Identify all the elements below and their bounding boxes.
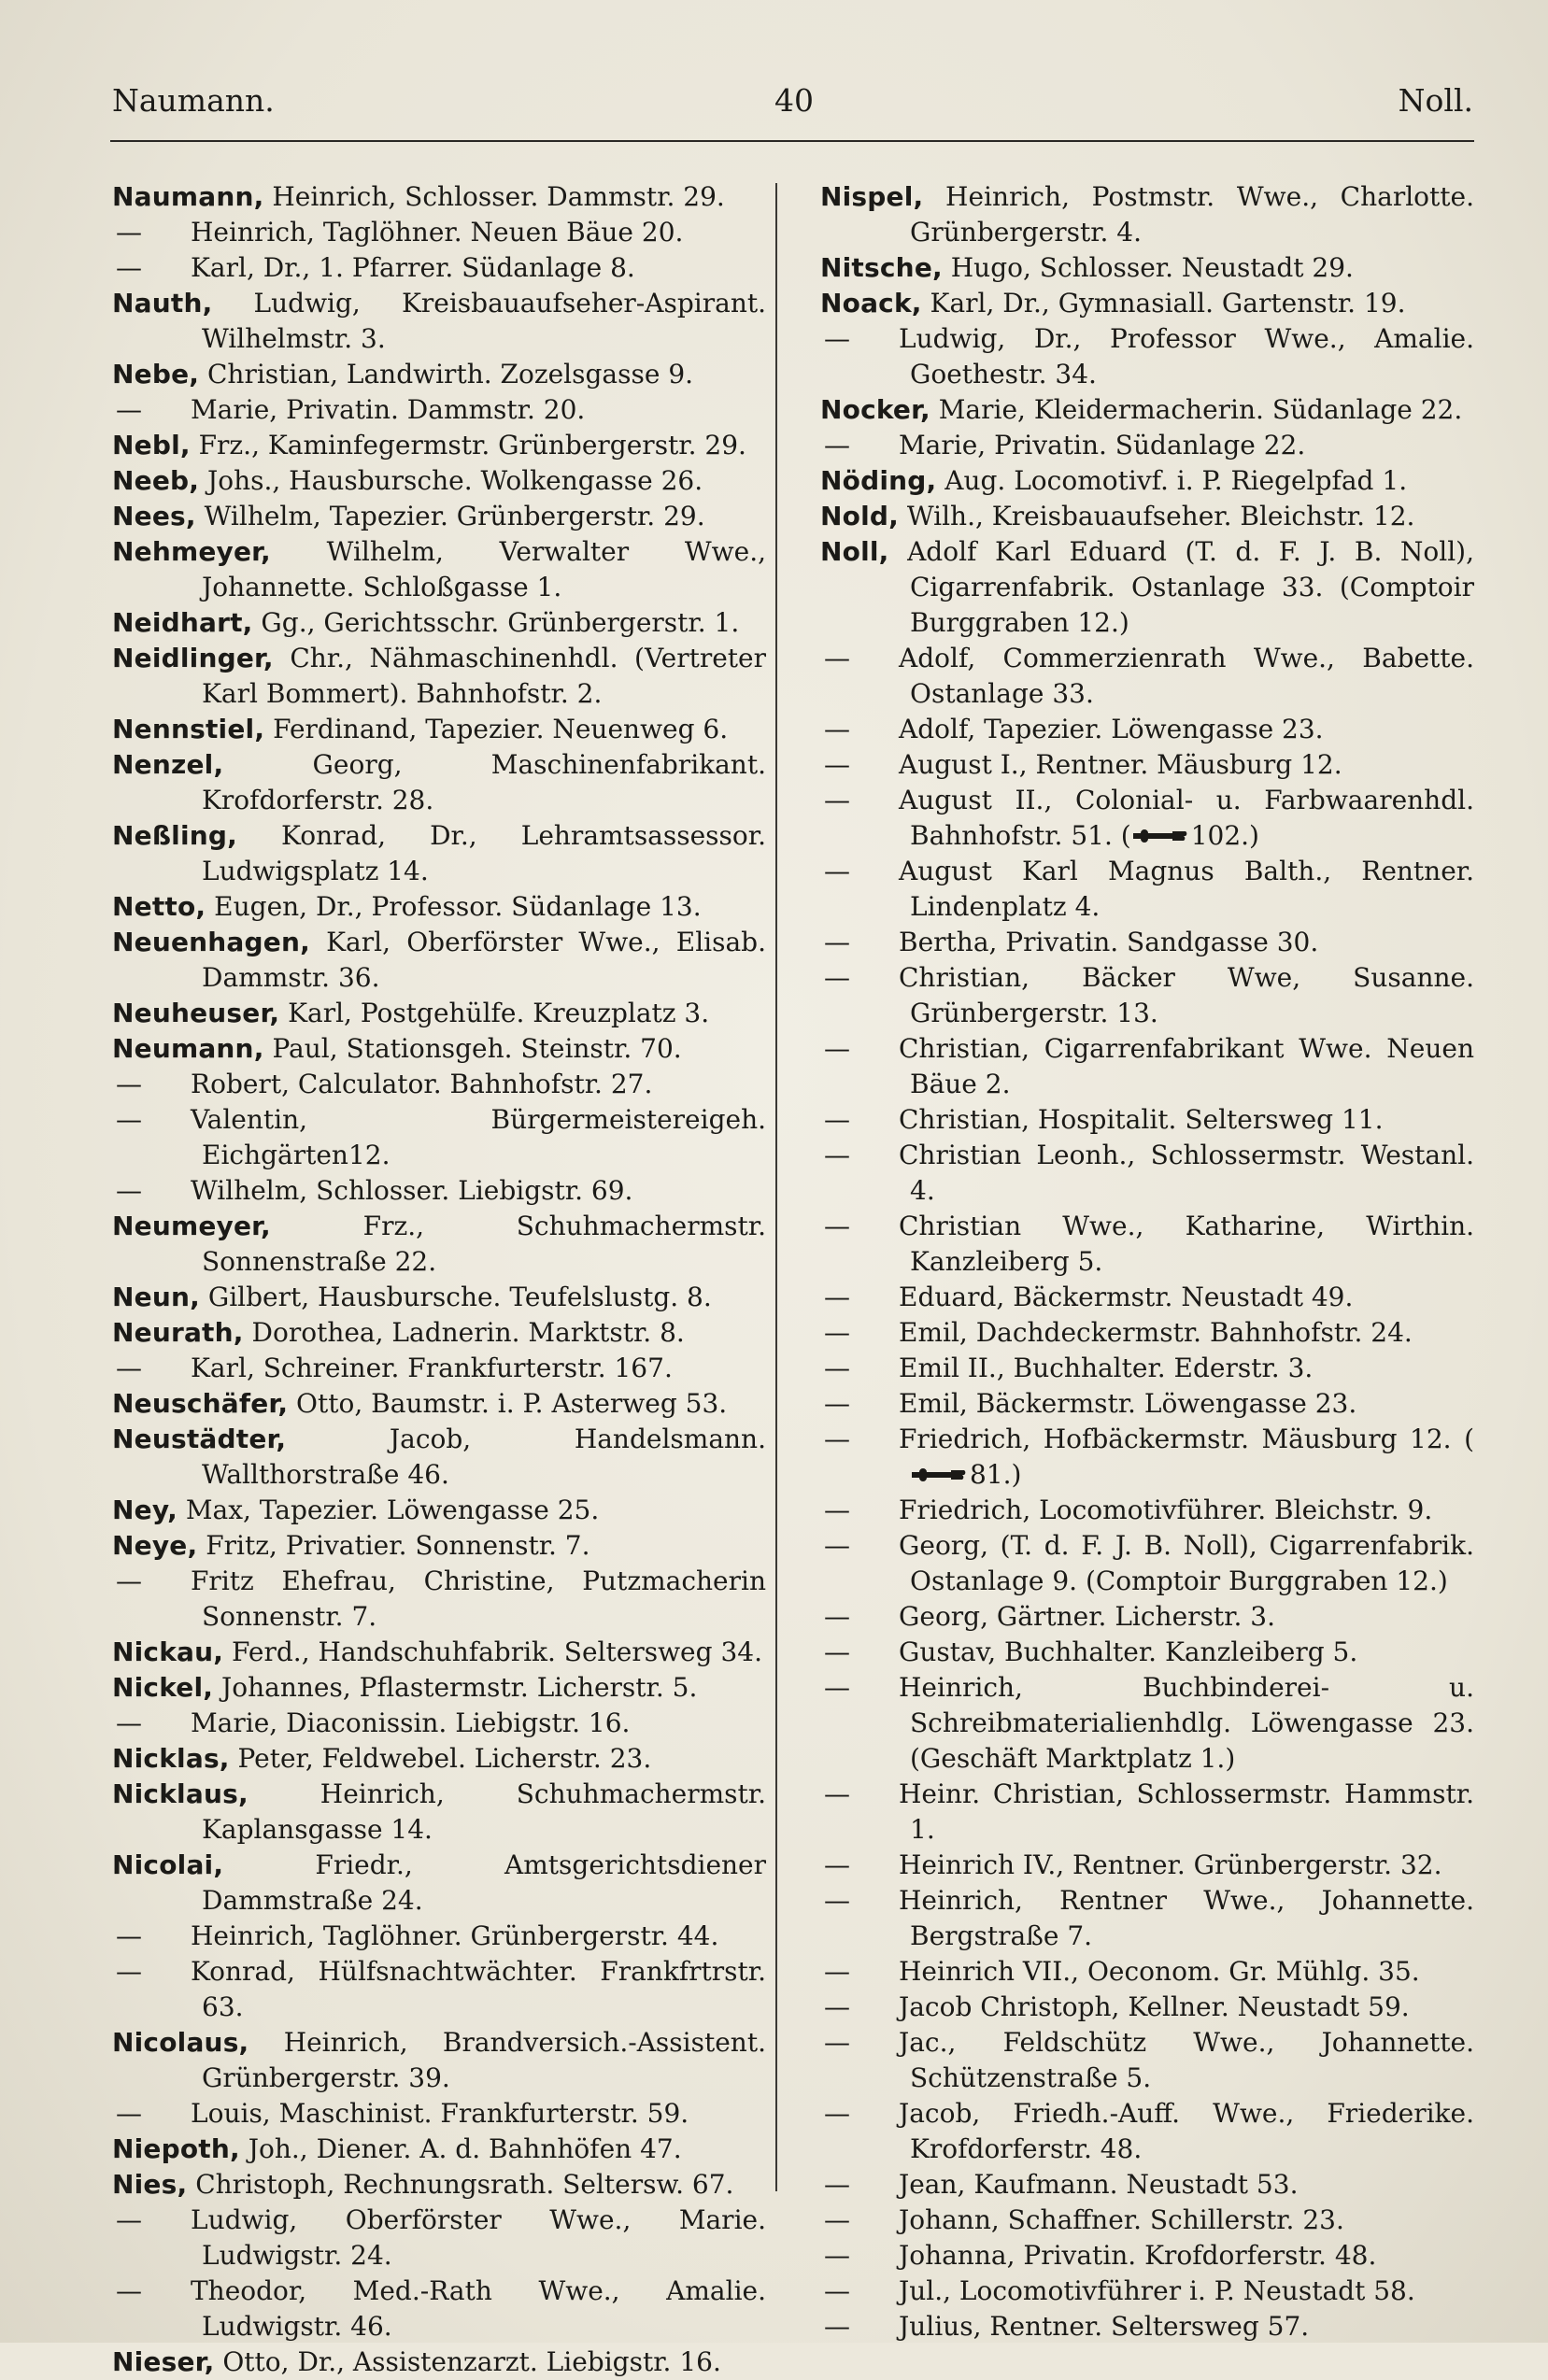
entry-details: August Karl Magnus Balth., Rentner. Lindenplatz 4. (899, 856, 1474, 922)
directory-entry (112, 605, 766, 641)
directory-entry (112, 1564, 766, 1635)
directory-entry (112, 499, 766, 534)
directory-entry (820, 2025, 1474, 2096)
entry-details: Paul, Stationsgeh. Steinstr. 70. (263, 1033, 682, 1064)
repeat-dash: — (116, 1353, 142, 1383)
entry-surname: Neustädter, (112, 1424, 287, 1454)
repeat-dash: — (824, 927, 850, 957)
directory-entry (820, 712, 1474, 747)
entry-details: Heinrich, Schuhmachermstr. Kaplansgasse 14. (202, 1778, 766, 1845)
directory-entry (820, 179, 1474, 250)
entry-details: Wilhelm, Schlosser. Liebigstr. 69. (191, 1175, 633, 1206)
directory-entry: — August II., Colonial- u. Farbwaarenhdl. Bahnhofstr. 51. ( 102.) (820, 783, 1474, 854)
repeat-dash: — (824, 323, 850, 354)
telephone-hand-icon (1131, 826, 1191, 846)
entry-surname: Nicklaus, (112, 1778, 249, 1809)
entry-details: Georg, (T. d. F. J. B. Noll), Cigarrenfabrik. Ostanlage 9. (Comptoir Burggraben 12.) (899, 1530, 1474, 1596)
entry-details: Johann, Schaffner. Schillerstr. 23. (899, 2204, 1344, 2235)
repeat-dash: — (116, 1956, 142, 1987)
entry-details: Emil, Bäckermstr. Löwengasse 23. (899, 1388, 1357, 1419)
directory-entry (820, 747, 1474, 783)
repeat-dash: — (116, 1175, 142, 1206)
entry-surname: Neuschäfer, (112, 1388, 289, 1419)
entry-surname: Neeb, (112, 465, 200, 496)
repeat-dash: — (824, 856, 850, 886)
repeat-dash: — (824, 2204, 850, 2235)
entry-details: Gilbert, Hausbursche. Teufelslustg. 8. (199, 1282, 712, 1312)
entry-details: Marie, Privatin. Dammstr. 20. (191, 394, 586, 425)
entry-details: Fritz, Privatier. Sonnenstr. 7. (197, 1530, 590, 1561)
entry-surname: Nold, (820, 501, 899, 531)
directory-entry (820, 1528, 1474, 1599)
entry-details: Adolf, Tapezier. Löwengasse 23. (899, 714, 1324, 744)
repeat-dash: — (824, 1388, 850, 1419)
directory-entry: — Friedrich, Hofbäckermstr. Mäusburg 12. (81.) (820, 1422, 1474, 1493)
entry-details: Jul., Locomotivführer i. P. Neustadt 58. (899, 2275, 1415, 2306)
entry-surname: Neun, (112, 1282, 200, 1312)
entry-details: Emil II., Buchhalter. Ederstr. 3. (899, 1353, 1314, 1383)
directory-entry (112, 1351, 766, 1386)
repeat-dash: — (824, 2027, 850, 2058)
directory-entry (112, 2345, 766, 2380)
directory-entry (820, 1209, 1474, 1280)
entry-details: Bertha, Privatin. Sandgasse 30. (899, 927, 1319, 957)
directory-entry (112, 1954, 766, 2025)
directory-entry (112, 1173, 766, 1209)
entry-details: Wilhelm, Tapezier. Grünbergerstr. 29. (195, 501, 705, 531)
entry-surname: Nieser, (112, 2346, 215, 2377)
repeat-dash: — (824, 2098, 850, 2129)
directory-entry (112, 357, 766, 392)
entry-details: Heinrich IV., Rentner. Grünbergerstr. 32. (899, 1849, 1442, 1880)
repeat-dash: — (824, 1885, 850, 1916)
entry-details: Georg, Gärtner. Licherstr. 3. (899, 1601, 1275, 1632)
entry-details: Valentin, Bürgermeistereigeh. Eichgärten12. (191, 1104, 766, 1170)
entry-details: Robert, Calculator. Bahnhofstr. 27. (191, 1069, 653, 1099)
entry-details: Marie, Kleidermacherin. Südanlage 22. (930, 394, 1463, 425)
directory-entry (112, 286, 766, 357)
entry-surname: Nees, (112, 501, 196, 531)
right-column (820, 179, 1474, 2345)
entry-surname: Neye, (112, 1530, 198, 1561)
directory-entry (112, 1635, 766, 1670)
directory-entry (820, 641, 1474, 712)
directory-entry (112, 1706, 766, 1741)
directory-entry (820, 286, 1474, 321)
entry-details: Karl, Schreiner. Frankfurterstr. 167. (191, 1353, 673, 1383)
repeat-dash: — (824, 714, 850, 744)
entry-surname: Nies, (112, 2169, 188, 2200)
directory-entry (820, 1138, 1474, 1209)
page-number: 40 (774, 82, 814, 119)
directory-entry (820, 1954, 1474, 1990)
directory-entry (112, 2132, 766, 2167)
entry-details: Jac., Feldschütz Wwe., Johannette. Schützenstraße 5. (899, 2027, 1474, 2093)
entry-details: Christian, Hospitalit. Seltersweg 11. (899, 1104, 1384, 1135)
repeat-dash: — (824, 2240, 850, 2271)
directory-entry (112, 1422, 766, 1493)
entry-surname: Nickel, (112, 1672, 214, 1703)
directory-entry (112, 250, 766, 286)
repeat-dash: — (116, 1707, 142, 1738)
directory-entry (112, 2274, 766, 2345)
directory-entry (112, 2096, 766, 2132)
entry-surname: Noack, (820, 288, 922, 319)
entry-details: Johs., Hausbursche. Wolkengasse 26. (199, 465, 703, 496)
repeat-dash: — (824, 1104, 850, 1135)
entry-details: Max, Tapezier. Löwengasse 25. (177, 1495, 600, 1525)
entry-details: Johannes, Pflastermstr. Licherstr. 5. (213, 1672, 698, 1703)
entry-surname: Nauth, (112, 288, 213, 319)
directory-entry (112, 2167, 766, 2203)
directory-entry (820, 1280, 1474, 1315)
repeat-dash: — (824, 1991, 850, 2022)
entry-details: Heinrich VII., Oeconom. Gr. Mühlg. 35. (899, 1956, 1420, 1987)
entry-surname: Nöding, (820, 465, 937, 496)
directory-entry (820, 925, 1474, 960)
repeat-dash: — (824, 785, 850, 815)
directory-entry (112, 534, 766, 605)
directory-entry (820, 1351, 1474, 1386)
repeat-dash: — (116, 1920, 142, 1951)
entry-surname: Neurath, (112, 1317, 244, 1348)
directory-entry (820, 2238, 1474, 2274)
repeat-dash: — (116, 252, 142, 283)
directory-entry (820, 428, 1474, 463)
entry-details: August I., Rentner. Mäusburg 12. (899, 749, 1342, 780)
entry-surname: Nispel, (820, 181, 924, 212)
entry-surname: Nebe, (112, 359, 200, 390)
entry-details: Christian, Bäcker Wwe, Susanne. Grünbergerstr. 13. (899, 962, 1474, 1028)
entry-details: Karl, Postgehülfe. Kreuzplatz 3. (279, 998, 710, 1028)
repeat-dash: — (824, 1849, 850, 1880)
entry-details: Louis, Maschinist. Frankfurterstr. 59. (191, 2098, 689, 2129)
directory-entry (112, 712, 766, 747)
repeat-dash: — (116, 1565, 142, 1596)
entry-details: Christian Leonh., Schlossermstr. Westanl. 4. (899, 1140, 1474, 1206)
entry-details: Fritz Ehefrau, Christine, Putzmacherin Sonnenstr. 7. (191, 1565, 766, 1632)
entry-details: Konrad, Hülfsnachtwächter. Frankfrtrstr. 63. (191, 1956, 766, 2022)
entry-surname: Nicolai, (112, 1849, 224, 1880)
entry-details: Christoph, Rechnungsrath. Seltersw. 67. (187, 2169, 734, 2200)
entry-surname: Nicolaus, (112, 2027, 249, 2058)
repeat-dash: — (824, 1778, 850, 1809)
directory-entry (820, 1883, 1474, 1954)
telephone-hand-icon (910, 1465, 970, 1485)
repeat-dash: — (824, 430, 850, 460)
directory-entry (820, 1102, 1474, 1138)
header-right-guide-word: Noll. (1398, 82, 1473, 119)
directory-entry (820, 1670, 1474, 1777)
left-column (112, 179, 766, 2380)
entry-details: Jean, Kaufmann. Neustadt 53. (899, 2169, 1299, 2200)
entry-details: Heinrich, Taglöhner. Neuen Bäue 20. (191, 217, 684, 248)
entry-details: Eugen, Dr., Professor. Südanlage 13. (206, 891, 702, 922)
entry-surname: Nehmeyer, (112, 536, 271, 567)
directory-entry (112, 1102, 766, 1173)
header-rule (110, 140, 1474, 142)
directory-entry (112, 179, 766, 215)
directory-entry (112, 463, 766, 499)
repeat-dash: — (116, 1104, 142, 1135)
directory-entry (820, 2096, 1474, 2167)
repeat-dash: — (824, 2275, 850, 2306)
directory-entry (820, 960, 1474, 1031)
repeat-dash: — (116, 2275, 142, 2306)
repeat-dash: — (824, 1530, 850, 1561)
directory-entry (112, 1067, 766, 1102)
entry-surname: Neuenhagen, (112, 927, 310, 957)
entry-details: Friedr., Amtsgerichtsdiener Dammstraße 24. (202, 1849, 766, 1916)
entry-details: Christian Wwe., Katharine, Wirthin. Kanzleiberg 5. (899, 1211, 1474, 1277)
entry-details: Adolf Karl Eduard (T. d. F. J. B. Noll), Cigarrenfabrik. Ostanlage 33. (Comptoir Burggraben 12.) (888, 536, 1474, 638)
column-divider (775, 183, 777, 2191)
directory-entry (820, 463, 1474, 499)
repeat-dash: — (824, 1211, 850, 1241)
entry-surname: Neidlinger, (112, 643, 274, 673)
repeat-dash: — (824, 1495, 850, 1525)
entry-details: Julius, Rentner. Seltersweg 57. (899, 2311, 1310, 2342)
directory-entry (112, 1315, 766, 1351)
directory-entry (112, 1919, 766, 1954)
entry-surname: Nocker, (820, 394, 930, 425)
entry-surname: Naumann, (112, 181, 264, 212)
directory-entry (820, 1493, 1474, 1528)
repeat-dash: — (824, 1282, 850, 1312)
directory-entry (820, 534, 1474, 641)
directory-entry (820, 321, 1474, 392)
directory-entry (112, 1493, 766, 1528)
repeat-dash: — (116, 1069, 142, 1099)
entry-details: Karl, Oberförster Wwe., Elisab. Dammstr. 36. (202, 927, 766, 993)
entry-details: Georg, Maschinenfabrikant. Krofdorferstr. 28. (202, 749, 766, 815)
entry-details: Eduard, Bäckermstr. Neustadt 49. (899, 1282, 1354, 1312)
entry-details: Joh., Diener. A. d. Bahnhöfen 47. (239, 2133, 682, 2164)
directory-entry (112, 1777, 766, 1848)
directory-entry (112, 1848, 766, 1919)
entry-details: Marie, Diaconissin. Liebigstr. 16. (191, 1707, 631, 1738)
running-header (0, 82, 1548, 138)
entry-surname: Neidhart, (112, 607, 253, 638)
entry-details: Konrad, Dr., Lehramtsassessor. Ludwigsplatz 14. (202, 820, 766, 886)
directory-entry (820, 392, 1474, 428)
directory-entry (112, 996, 766, 1031)
repeat-dash: — (824, 1353, 850, 1383)
entry-surname: Noll, (820, 536, 889, 567)
entry-details: Ferd., Handschuhfabrik. Seltersweg 34. (223, 1636, 762, 1667)
entry-details: Gustav, Buchhalter. Kanzleiberg 5. (899, 1636, 1358, 1667)
entry-details: Christian, Cigarrenfabrikant Wwe. Neuen Bäue 2. (899, 1033, 1474, 1099)
entry-details: Emil, Dachdeckermstr. Bahnhofstr. 24. (899, 1317, 1413, 1348)
entry-surname: Netto, (112, 891, 206, 922)
entry-surname: Nebl, (112, 430, 191, 460)
entry-details: Heinr. Christian, Schlossermstr. Hammstr. 1. (899, 1778, 1474, 1845)
repeat-dash: — (116, 2098, 142, 2129)
repeat-dash: — (116, 394, 142, 425)
entry-details: Jacob, Handelsmann. Wallthorstraße 46. (202, 1424, 766, 1490)
entry-details: Frz., Kaminfegermstr. Grünbergerstr. 29. (190, 430, 746, 460)
repeat-dash: — (824, 1672, 850, 1703)
entry-details: Jacob, Friedh.-Auff. Wwe., Friederike. Krofdorferstr. 48. (899, 2098, 1474, 2164)
directory-entry (112, 215, 766, 250)
directory-entry (820, 1635, 1474, 1670)
entry-details: Heinrich, Postmstr. Wwe., Charlotte. Grünbergerstr. 4. (910, 181, 1474, 248)
entry-details: Karl, Dr., 1. Pfarrer. Südanlage 8. (191, 252, 635, 283)
entry-details: Ludwig, Oberförster Wwe., Marie. Ludwigstr. 24. (191, 2204, 766, 2271)
repeat-dash: — (824, 1636, 850, 1667)
entry-details: Ludwig, Dr., Professor Wwe., Amalie. Goethestr. 34. (899, 323, 1474, 390)
repeat-dash: — (824, 1601, 850, 1632)
entry-surname: Ney, (112, 1495, 178, 1525)
directory-entry (112, 1528, 766, 1564)
directory-entry (820, 1031, 1474, 1102)
directory-entry (820, 499, 1474, 534)
repeat-dash: — (824, 643, 850, 673)
repeat-dash: — (824, 749, 850, 780)
entry-details: Otto, Dr., Assistenzarzt. Liebigstr. 16. (214, 2346, 721, 2377)
entry-details: Christian, Landwirth. Zozelsgasse 9. (199, 359, 694, 390)
entry-surname: Neumeyer, (112, 1211, 271, 1241)
directory-entry (820, 854, 1474, 925)
entry-details: Friedrich, Hofbäckermstr. Mäusburg 12. (899, 1424, 1452, 1454)
directory-entry (820, 250, 1474, 286)
entry-surname: Neßling, (112, 820, 237, 851)
directory-entry (112, 392, 766, 428)
entry-details: Wilhelm, Verwalter Wwe., Johannette. Schloßgasse 1. (202, 536, 766, 602)
entry-details: Karl, Dr., Gymnasiall. Gartenstr. 19. (921, 288, 1406, 319)
directory-entry (112, 1280, 766, 1315)
repeat-dash: — (824, 1317, 850, 1348)
entry-details: Gg., Gerichtsschr. Grünbergerstr. 1. (252, 607, 740, 638)
directory-entry (112, 1386, 766, 1422)
repeat-dash: — (116, 2204, 142, 2235)
directory-entry (112, 889, 766, 925)
entry-details: Friedrich, Locomotivführer. Bleichstr. 9. (899, 1495, 1433, 1525)
entry-details: August II., Colonial- u. Farbwaarenhdl. Bahnhofstr. 51. (899, 785, 1474, 851)
repeat-dash: — (824, 2311, 850, 2342)
entry-details: Dorothea, Ladnerin. Marktstr. 8. (243, 1317, 685, 1348)
directory-entry (820, 2203, 1474, 2238)
entry-details: Heinrich, Rentner Wwe., Johannette. Bergstraße 7. (899, 1885, 1474, 1951)
directory-entry (112, 428, 766, 463)
telephone-number: 81.) (970, 1459, 1022, 1490)
entry-surname: Nitsche, (820, 252, 943, 283)
telephone-number: 102.) (1190, 820, 1259, 851)
entry-surname: Nennstiel, (112, 714, 265, 744)
directory-entry (112, 818, 766, 889)
entry-surname: Nenzel, (112, 749, 224, 780)
entry-details: Wilh., Kreisbauaufseher. Bleichstr. 12. (898, 501, 1415, 531)
directory-entry (112, 1741, 766, 1777)
directory-entry (820, 1315, 1474, 1351)
directory-entry (820, 1990, 1474, 2025)
directory-entry (112, 641, 766, 712)
entry-surname: Neumann, (112, 1033, 264, 1064)
entry-details: Chr., Nähmaschinenhdl. (Vertreter Karl Bommert). Bahnhofstr. 2. (202, 643, 766, 709)
entry-details: Heinrich, Buchbinderei- u. Schreibmaterialienhdlg. Löwengasse 23. (Geschäft Marktplatz 1.) (899, 1672, 1474, 1774)
repeat-dash: — (824, 962, 850, 993)
directory-entry (112, 747, 766, 818)
directory-entry (820, 2167, 1474, 2203)
entry-details: Aug. Locomotivf. i. P. Riegelpfad 1. (936, 465, 1408, 496)
directory-entry (112, 1031, 766, 1067)
entry-surname: Nickau, (112, 1636, 224, 1667)
repeat-dash: — (824, 1956, 850, 1987)
repeat-dash: — (824, 1424, 850, 1454)
entry-details: Heinrich, Brandversich.-Assistent. Grünbergerstr. 39. (202, 2027, 766, 2093)
directory-entry (820, 1777, 1474, 1848)
entry-details: Ludwig, Kreisbauaufseher-Aspirant. Wilhelmstr. 3. (202, 288, 766, 354)
entry-details: Ferdinand, Tapezier. Neuenweg 6. (264, 714, 729, 744)
entry-surname: Niepoth, (112, 2133, 240, 2164)
directory-entry (820, 1599, 1474, 1635)
entry-surname: Neuheuser, (112, 998, 280, 1028)
repeat-dash: — (116, 217, 142, 248)
directory-entry (112, 1209, 766, 1280)
repeat-dash: — (824, 2169, 850, 2200)
entry-details: Johanna, Privatin. Krofdorferstr. 48. (899, 2240, 1377, 2271)
directory-entry (820, 1386, 1474, 1422)
entry-details: Peter, Feldwebel. Licherstr. 23. (229, 1743, 652, 1774)
repeat-dash: — (824, 1140, 850, 1170)
directory-entry (112, 2025, 766, 2096)
entry-details: Heinrich, Schlosser. Dammstr. 29. (263, 181, 725, 212)
entry-details: Marie, Privatin. Südanlage 22. (899, 430, 1306, 460)
directory-entry (820, 2309, 1474, 2345)
header-left-guide-word: Naumann. (112, 82, 275, 119)
repeat-dash: — (824, 1033, 850, 1064)
directory-entry (820, 2274, 1474, 2309)
directory-entry (112, 2203, 766, 2274)
directory-entry (112, 1670, 766, 1706)
directory-entry (820, 1848, 1474, 1883)
entry-details: Hugo, Schlosser. Neustadt 29. (942, 252, 1354, 283)
directory-entry (112, 925, 766, 996)
entry-details: Frz., Schuhmachermstr. Sonnenstraße 22. (202, 1211, 766, 1277)
entry-details: Adolf, Commerzienrath Wwe., Babette. Ostanlage 33. (899, 643, 1474, 709)
entry-details: Theodor, Med.-Rath Wwe., Amalie. Ludwigstr. 46. (191, 2275, 766, 2342)
entry-details: Jacob Christoph, Kellner. Neustadt 59. (899, 1991, 1410, 2022)
entry-surname: Nicklas, (112, 1743, 230, 1774)
entry-details: Heinrich, Taglöhner. Grünbergerstr. 44. (191, 1920, 719, 1951)
entry-details: Otto, Baumstr. i. P. Asterweg 53. (288, 1388, 728, 1419)
